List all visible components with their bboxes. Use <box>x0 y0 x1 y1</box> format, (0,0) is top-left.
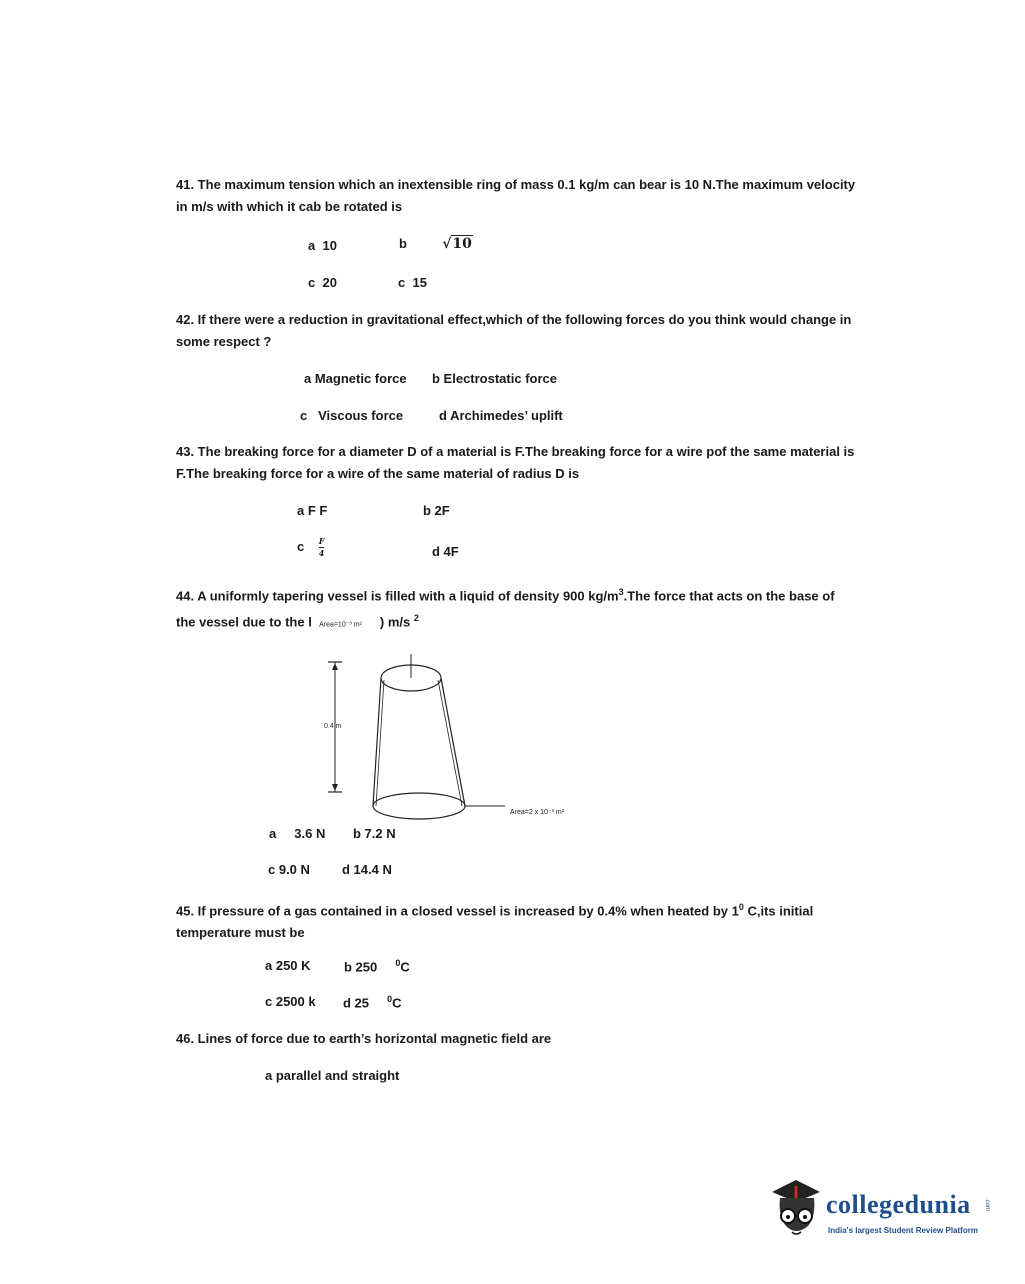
height-arrow-top-head <box>332 663 338 670</box>
q43-option-c: c $\frac{F}{4}$ <box>297 536 325 558</box>
q41-option-c: c 20 <box>308 275 337 290</box>
q43-option-b: b 2F <box>423 503 450 518</box>
q44-option-d: d 14.4 N <box>342 862 392 877</box>
height-label: 0.4 m <box>324 723 342 730</box>
q41-option-c2: c 15 <box>398 275 427 290</box>
q42-option-d: d Archimedes’ uplift <box>439 408 563 423</box>
tapering-vessel-diagram <box>300 650 580 830</box>
height-arrow-bottom-head <box>332 784 338 791</box>
q42-option-c: c Viscous force <box>300 408 404 423</box>
q45-option-b: b 250 $^0$C <box>344 958 410 975</box>
q46-option-a: a parallel and straight <box>265 1068 400 1083</box>
logo-suffix: .com <box>984 1198 990 1212</box>
logo-tagline: India's largest Student Review Platform <box>828 1226 978 1235</box>
q44-option-c: c 9.0 N <box>268 862 310 877</box>
q43-fraction: $\frac{F}{4}$ <box>318 536 325 558</box>
question-46-text: 46. Lines of force due to earth’s horizontal magnetic field are <box>176 1031 552 1046</box>
question-44-text: 44. A uniformly tapering vessel is filled with a liquid of density 900 $kg/m^3.The$ force that acts on the base of the vessel due to the l Area=10⁻³ m² ) m/s $^2$ <box>176 587 835 630</box>
q45-option-a: a 250 K <box>265 958 311 973</box>
base-area-label: Area=2 x 10⁻³ m² <box>510 809 565 816</box>
q45-option-c: c 2500 k <box>265 994 316 1009</box>
vessel-right-side-inner <box>438 680 462 806</box>
collegedunia-logo <box>768 1176 1008 1244</box>
question-42-text: 42. If there were a reduction in gravitational effect,which of the following forces do you think would change in some respect ? <box>176 312 852 349</box>
q41-option-b: b √10 <box>399 236 472 252</box>
q42-option-a: a Magnetic force <box>304 371 407 386</box>
q41-option-a: a 10 <box>308 238 337 253</box>
logo-wordmark: collegedunia <box>826 1190 971 1219</box>
q43-option-a: a F F <box>297 503 328 518</box>
vessel-base-ellipse <box>373 793 465 819</box>
mascot-icon <box>768 1176 826 1244</box>
question-41-text: 41. The maximum tension which an inextensible ring of mass 0.1 kg/m can bear is 10 N.The maximum velocity in m/s with which it cab be rotated is <box>176 177 856 214</box>
q42-option-b: b Electrostatic force <box>432 371 557 386</box>
vessel-right-side <box>441 678 465 806</box>
question-43-text: 43. The breaking force for a diameter D of a material is F.The breaking force for a wire pof the same material is F.The breaking force for a wire of the same material of radius D is <box>176 444 855 481</box>
q45-option-d: d 25 $^0$C <box>343 994 402 1011</box>
q43-option-d: d 4F <box>432 544 459 559</box>
question-45-text: 45. If pressure of a gas contained in a closed vessel is increased by 0.4% when heated by $1^0$ C,its initial temperature must be <box>176 902 814 941</box>
q44-option-a: a 3.6 N <box>269 826 326 841</box>
q44-option-b: b 7.2 N <box>353 826 396 841</box>
